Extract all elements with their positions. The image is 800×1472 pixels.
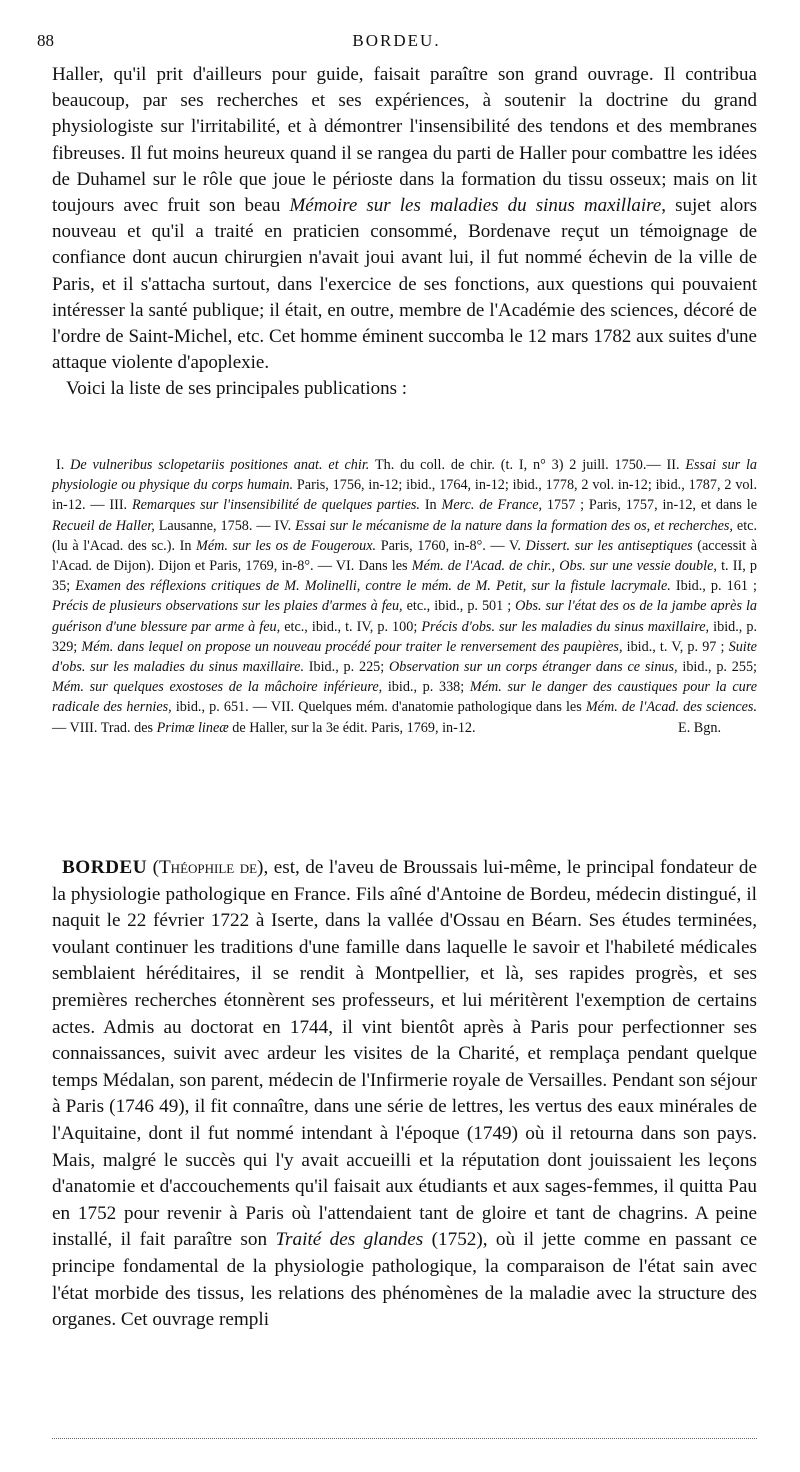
- publications-list: [52, 455, 757, 738]
- author-signature: E. Bgn.: [678, 719, 721, 736]
- work-title: Traité des glandes: [275, 1229, 424, 1251]
- entry-name: (Théophile de): [147, 857, 264, 878]
- running-title: BORDEU.: [352, 31, 441, 50]
- bordeu-paragraph: BORDEU (Théophile de), est, de l'aveu de Broussais lui-même, le principal fondateur de la physiologie pathologique en France. Fils aîné d'Antoine de Bordeu, médecin distingué, il naquit le 22 février 1722 à Iserte, dans la vallée d'Ossau en Béarn. Ses études terminées, voulant continuer les traditions d'une famille dans laquelle le savoir et l'habileté médicales semblaient héréditaires, il se rendit à Montpellier, et là, ses rapides progrès, et ses premières recherches étonnèrent ses professeurs, et lui méritèrent l'exemption de certains actes. Admis au doctorat en 1744, il vint bientôt après à Paris pour perfectionner ses connaissances, suivit avec ardeur les visites de la Charité, et remplaça pendant quelque temps Médalan, son parent, médecin de l'Infirmerie royale de Versailles. Pendant son séjour à Paris (1746 49), il fit connaître, dans une série de lettres, les vertus des eaux minérales de l'Aquitaine, dont il fut nommé intendant à l'époque (1749) où il retourna dans son pays. Mais, malgré le succès qui l'y avait accueilli et la réputation dont jouissaient les leçons d'anatomie et d'accouchements qu'il faisait aux étudiants et aux sages-femmes, il quitta Pau en 1752 pour revenir à Paris où l'attendaient tant de gloire et tant de chagrins. A peine installé, il fait paraître son Traité des glandes (1752), où il jette comme en passant ce principe fondamental de la physiologie pathologique, la comparaison de l'état sain avec l'état morbide des tissus, les relations des phénomènes de la maladie avec la structure des organes. Cet ouvrage rempli: [52, 857, 757, 1331]
- article-end: [52, 62, 757, 403]
- page-number: 88: [37, 31, 54, 50]
- article-end-paragraph: Haller, qu'il prit d'ailleurs pour guide, faisait paraître son grand ouvrage. Il contribua beaucoup, par ses recherches et ses expériences, à soutenir la doctrine du grand physiologiste sur l'irritabilité, et à démontrer l'insensibilité des tendons et des membranes fibreuses. Il fut moins heureux quand il se rangea du parti de Haller pour combattre les idées de Duhamel sur le rôle que joue le périoste dans la formation du tissu osseux; mais on lit toujours avec fruit son beau Mémoire sur les maladies du sinus maxillaire, sujet alors nouveau et qu'il a traité en praticien consommé, Bordenave reçut un témoignage de confiance dont aucun chirurgien n'avait joui avant lui, il fut nommé échevin de la ville de Paris, et il s'attacha surtout, dans l'exercice de ses fonctions, aux questions qui pouvaient intéresser la santé publique; il était, en outre, membre de l'Académie des sciences, décoré de l'ordre de Saint-Michel, etc. Cet homme éminent succomba le 12 mars 1782 aux suites d'une attaque violente d'apoplexie.: [52, 64, 757, 374]
- entry-headword: BORDEU: [62, 857, 148, 878]
- publications-text: I. De vulneribus sclopetariis positiones anat. et chir. Th. du coll. de chir. (t. I, n° 3) 2 juill. 1750.— II. Essai sur la physiologie ou physique du corps humain. Paris, 1756, in-12; ibid., 1764, in-12; ibid., 1778, 2 vol. in-12; ibid., 1787, 2 vol. in-12. — III. Remarques sur l'insensibilité de quelques parties. In Merc. de France, 1757 ; Paris, 1757, in-12, et dans le Recueil de Haller, Lausanne, 1758. — IV. Essai sur le mécanisme de la nature dans la formation des os, et recherches, etc. (lu à l'Acad. des sc.). In Mém. sur les os de Fougeroux. Paris, 1760, in-8°. — V. Dissert. sur les antiseptiques (accessit à l'Acad. de Dijon). Dijon et Paris, 1769, in-8°. — VI. Dans les Mém. de l'Acad. de chir., Obs. sur une vessie double, t. II, p 35; Examen des réflexions critiques de M. Molinelli, contre le mém. de M. Petit, sur la fistule lacrymale. Ibid., p. 161 ; Précis de plusieurs observations sur les plaies d'armes à feu, etc., ibid., p. 501 ; Obs. sur l'état des os de la jambe après la guérison d'une blessure par arme à feu, etc., ibid., t. IV, p. 100; Précis d'obs. sur les maladies du sinus maxillaire, ibid., p. 329; Mém. dans lequel on propose un nouveau procédé pour traiter le renversement des paupières, ibid., t. V, p. 97 ; Suite d'obs. sur les maladies du sinus maxillaire. Ibid., p. 225; Observation sur un corps étranger dans ce sinus, ibid., p. 255; Mém. sur quelques exostoses de la mâchoire inférieure, ibid., p. 338; Mém. sur le danger des caustiques pour la cure radicale des hernies, ibid., p. 651. — VII. Quelques mém. d'anatomie pathologique dans les Mém. de l'Acad. des sciences.— VIII. Trad. des Primæ lineæ de Haller, sur la 3e édit. Paris, 1769, in-12.: [52, 457, 758, 736]
- page-bottom-rule: [52, 1438, 757, 1443]
- publications-intro: Voici la liste de ses principales publications :: [66, 378, 408, 400]
- page-header: [37, 31, 756, 55]
- bordeu-entry: [52, 855, 757, 1334]
